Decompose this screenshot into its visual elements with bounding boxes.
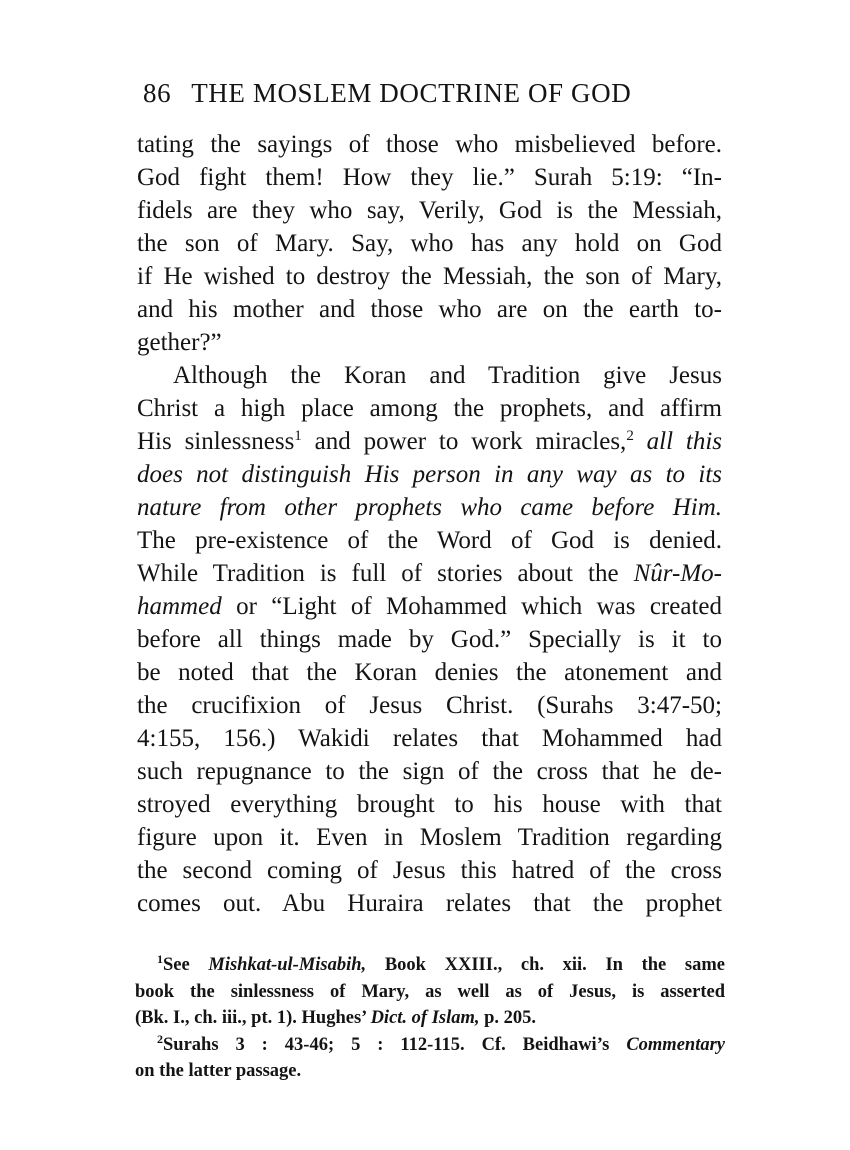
text-fragment: (Bk. I., ch. iii., pt. 1). Hughes’ [135, 1008, 371, 1028]
text-fragment: and power to work miracles, [301, 428, 627, 455]
text-line: the second coming of Jesus this hatred of the cross [137, 857, 722, 884]
text-line: the son of Mary. Say, who has any hold on God [137, 230, 722, 257]
footnote-marker: 2 [157, 1031, 163, 1046]
text-line: Christ a high place among the prophets, and affirm [137, 395, 722, 422]
text-fragment: or “Light of Mohammed which was created [221, 593, 722, 620]
text-line: if He wished to destroy the Messiah, the son of Mary, [137, 263, 722, 290]
text-fragment: See [163, 955, 209, 975]
body-text [137, 128, 722, 920]
footnote-line [135, 952, 725, 979]
text-fragment: His sinlessness [137, 428, 295, 455]
italic-title: Commentary [626, 1034, 725, 1055]
italic-text-line: nature from other prophets who came before Him. [137, 494, 722, 521]
italic-term: hammed [137, 593, 222, 620]
text-fragment: Book XXIII., ch. xii. In the same [366, 955, 725, 975]
text-line: The pre-existence of the Word of God is denied. [137, 527, 722, 554]
text-line [137, 425, 722, 458]
italic-title: Dict. of Islam, [370, 1008, 480, 1028]
text-line: and his mother and those who are on the earth to- [137, 296, 722, 323]
footnote-marker: 1 [157, 952, 163, 966]
text-line: Although the Koran and Tradition give Jesus [173, 362, 722, 389]
running-title: THE MOSLEM DOCTRINE OF GOD [191, 78, 632, 108]
text-fragment: Surahs 3 : 43-46; 5 : 112-115. Cf. Beidhawi’s [163, 1034, 627, 1055]
italic-term: Nûr-Mo- [633, 560, 722, 587]
footnote-line: on the latter passage. [135, 1061, 302, 1081]
text-line: tating the sayings of those who misbelieved before. [137, 131, 722, 158]
page-number: 86 [143, 78, 172, 108]
italic-title: Mishkat-ul-Misabih, [208, 955, 367, 975]
text-line: comes out. Abu Huraira relates that the prophet [137, 890, 722, 917]
text-line: figure upon it. Even in Moslem Tradition regarding [137, 824, 722, 851]
text-line: the crucifixion of Jesus Christ. (Surahs 3:47-50; [137, 692, 722, 719]
italic-text-line: does not distinguish His person in any way as to its [137, 461, 722, 488]
text-line: stroyed everything brought to his house with that [137, 791, 722, 818]
footnote-line: book the sinlessness of Mary, as well as of Jesus, is asserted [135, 981, 725, 1002]
footnote-line [135, 1032, 725, 1059]
text-line: God fight them! How they lie.” Surah 5:19: “In- [137, 164, 722, 191]
footnote-reference: 2 [626, 428, 634, 444]
italic-emphasis: all this [646, 428, 723, 455]
text-line: before all things made by God.” Specially is it to [137, 626, 722, 653]
text-line: gether?” [137, 329, 222, 356]
running-header [143, 78, 723, 109]
text-line [137, 590, 722, 623]
text-fragment: While Tradition is full of stories about the [137, 560, 634, 587]
footnote-line [135, 1005, 725, 1032]
footnote-reference: 1 [294, 428, 302, 444]
text-fragment: p. 205. [479, 1008, 537, 1028]
text-line: 4:155, 156.) Wakidi relates that Mohammed had [137, 725, 722, 752]
text-line: such repugnance to the sign of the cross that he de- [137, 758, 722, 785]
text-line [137, 557, 722, 590]
text-line: be noted that the Koran denies the atonement and [137, 659, 722, 686]
footnotes [135, 952, 725, 1085]
text-line: fidels are they who say, Verily, God is the Messiah, [137, 197, 722, 224]
